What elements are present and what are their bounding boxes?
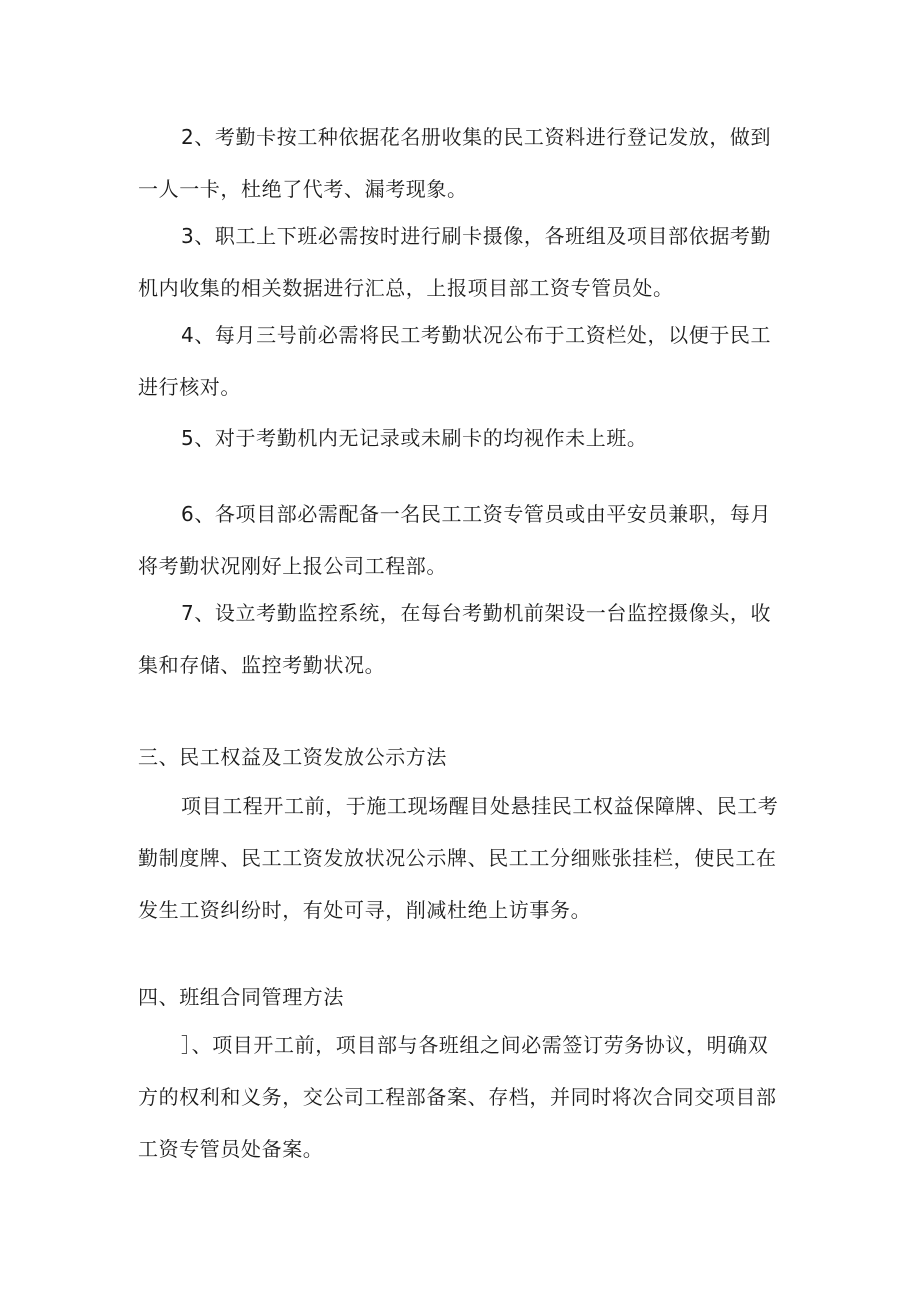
- section-4-heading: 四、班组合同管理方法: [138, 985, 344, 1009]
- item-2-paragraph: 2、考勤卡按工种依据花名册收集的民工资料进行登记发放，做到一人一卡，杜绝了代考、漏考现象。: [138, 125, 772, 201]
- item-7-paragraph: 7、设立考勤监控系统，在每台考勤机前架设一台监控摄像头，收集和存储、监控考勤状况。: [138, 601, 772, 677]
- section-3-body: 项目工程开工前，于施工现场醒目处悬挂民工权益保障牌、民工考勤制度牌、民工工资发放状况公示牌、民工工分细账张挂栏，使民工在发生工资纠纷时，有处可寻，削减杜绝上访事务。: [138, 794, 779, 922]
- section-4-item-1: ］、项目开工前，项目部与各班组之间必需签订劳务协议，明确双方的权利和义务，交公司工程部备案、存档，并同时将次合同交项目部工资专管员处备案。: [138, 1033, 777, 1161]
- item-4-paragraph: 4、每月三号前必需将民工考勤状况公布于工资栏处，以便于民工进行核对。: [138, 323, 772, 399]
- section-3-heading: 三、民工权益及工资发放公示方法: [138, 745, 447, 769]
- item-3-paragraph: 3、职工上下班必需按时进行刷卡摄像，各班组及项目部依据考勤机内收集的相关数据进行汇总，上报项目部工资专管员处。: [138, 224, 772, 300]
- item-5-paragraph: 5、对于考勤机内无记录或未刷卡的均视作未上班。: [181, 426, 648, 450]
- item-6-paragraph: 6、各项目部必需配备一名民工工资专管员或由平安员兼职，每月将考勤状况刚好上报公司工程部。: [138, 502, 772, 578]
